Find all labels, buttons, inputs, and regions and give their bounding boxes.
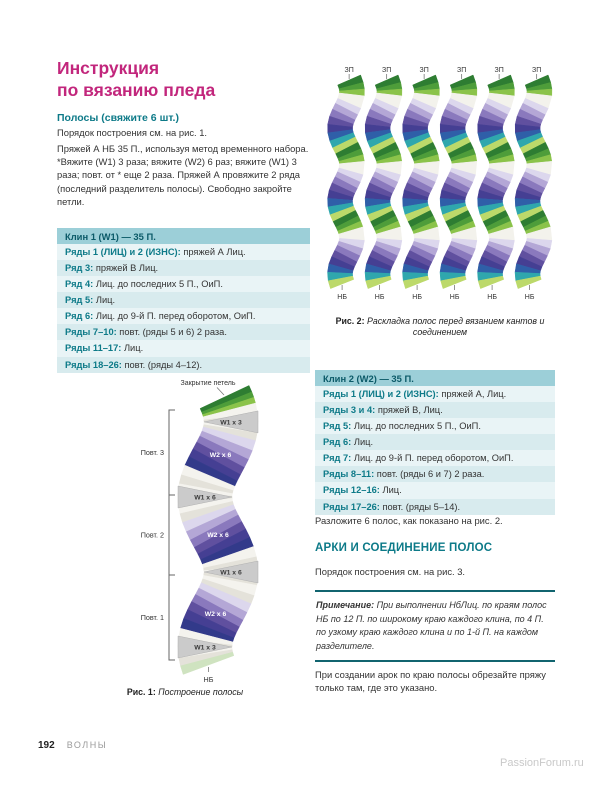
strip-top-label: ЗП (457, 67, 467, 74)
strip-5 (478, 75, 515, 289)
figure-1-caption-text: Построение полосы (155, 687, 244, 697)
strip-bottom-label: НБ (412, 294, 422, 301)
strip-top-label: ЗП (419, 67, 429, 74)
strip-bottom-label: НБ (337, 294, 347, 301)
wedge-label: W1 x 6 (194, 494, 216, 502)
bindoff-label: Закрытие петель (180, 380, 236, 387)
intro-line1: Порядок построения см. на рис. 1. (57, 127, 208, 138)
repeat-label: Повт. 2 (140, 530, 164, 540)
repeat-bracket (169, 575, 175, 660)
strip-3 (403, 75, 440, 289)
table-row: Ряды 17–26: повт. (ряды 5–14). (315, 499, 555, 515)
figure-1-strip-construction (60, 373, 310, 685)
strip-bottom-label: НБ (449, 294, 460, 301)
table-row: Ряды 11–17: Лиц. (57, 340, 310, 356)
note-label: Примечание: (316, 600, 375, 610)
table-row: Ряды 18–26: повт. (ряды 4–12). (57, 357, 310, 373)
strip-top-label: ЗП (532, 67, 542, 74)
page-title-line1: Инструкция (57, 58, 160, 78)
strip-bottom-label: НБ (374, 294, 385, 301)
intro-body: Пряжей А НБ 35 П., используя метод временного набора. *Вяжите (W1) 3 раза; вяжите (W2) 6 раз; вяжите (W1) 3 раза; повт. от * еще 2 раза. Пряжей А провяжите 2 ряда (последний разделитель полосы). Свободно закройте петли. (57, 143, 309, 207)
figure-1-caption (60, 687, 310, 698)
segment-label: W2 x 6 (207, 532, 229, 539)
strip-2 (365, 75, 402, 289)
strip-1 (328, 75, 365, 289)
repeat-bracket (169, 410, 175, 495)
segment-label: W2 x 6 (204, 611, 227, 618)
wedge1-instruction-table (57, 228, 310, 373)
figure-2-caption-text: Раскладка полос перед вязанием кантов и соединением (364, 316, 545, 338)
table-row: Ряд 4: Лиц. до последних 5 П., ОиП. (57, 276, 310, 292)
wedge-label: W1 x 6 (220, 569, 242, 577)
figure-2-caption (325, 316, 555, 339)
table-row: Ряд 5: Лиц. до последних 5 П., ОиП. (315, 418, 555, 434)
footer-label: ВОЛНЫ (66, 740, 108, 750)
note-text: При выполнении НбЛиц. по краям полос НБ по 12 П. по широкому краю каждого клина, по 4 П. по узкому краю каждого клина и по 1-й П. на каждом разделителе. (316, 600, 547, 651)
figure-2-caption-label: Рис. 2: (335, 316, 365, 326)
table-row: Ряды 12–16: Лиц. (315, 482, 555, 498)
section-heading-arches: АРКИ И СОЕДИНЕНИЕ ПОЛОС (315, 542, 493, 554)
table-row: Ряды 1 (ЛИЦ) и 2 (ИЗНС): пряжей А Лиц. (57, 244, 310, 260)
page-title-line2: по вязанию пледа (57, 79, 216, 100)
yarn-cut-note: При создании арок по краю полосы обрезайте пряжу только там, где это указано. (315, 669, 546, 694)
wedge-label: W1 x 3 (194, 644, 216, 652)
section-heading-stripes: Полосы (свяжите 6 шт.) (57, 112, 179, 124)
caston-label: НБ (203, 675, 214, 684)
strip-top-label: ЗП (382, 67, 392, 74)
table-row: Ряд 7: Лиц. до 9-й П. перед оборотом, ОиП. (315, 450, 555, 466)
table-row: Ряд 3: пряжей В Лиц. (57, 260, 310, 276)
table-title: Клин 1 (W1) — 35 П. (57, 228, 310, 244)
table-row: Ряды 3 и 4: пряжей В, Лиц. (315, 402, 555, 418)
page-footer (38, 740, 107, 751)
layout-instruction: Разложите 6 полос, как показано на рис. 2. (315, 515, 503, 526)
repeat-label: Повт. 3 (140, 448, 164, 457)
repeat-label: Повт. 1 (140, 613, 164, 622)
figure-2-strip-layout (325, 62, 555, 314)
bindoff-pointer-line (217, 388, 224, 396)
page-number: 192 (38, 740, 55, 751)
table-row: Ряды 7–10: повт. (ряды 5 и 6) 2 раза. (57, 324, 310, 340)
watermark: PassionForum.ru (500, 757, 584, 769)
table-row: Ряд 6: Лиц. до 9-й П. перед оборотом, ОиП. (57, 308, 310, 324)
table-row: Ряд 5: Лиц. (57, 292, 310, 308)
repeat-bracket (169, 495, 175, 575)
wedge-label: W1 x 3 (220, 419, 242, 427)
strip-4 (440, 75, 477, 289)
strip-6 (515, 75, 552, 289)
wedge2-instruction-table (315, 370, 555, 515)
arches-line1: Порядок построения см. на рис. 3. (315, 566, 466, 577)
intro-text (57, 126, 313, 211)
figure-1-caption-label: Рис. 1: (126, 687, 156, 697)
strip-top-label: ЗП (344, 67, 354, 74)
table-row: Ряды 1 (ЛИЦ) и 2 (ИЗНС): пряжей А, Лиц. (315, 386, 555, 402)
table-row: Ряды 8–11: повт. (ряды 6 и 7) 2 раза. (315, 466, 555, 482)
table-row: Ряд 6: Лиц. (315, 434, 555, 450)
strip-bottom-label: НБ (487, 294, 497, 301)
table-title: Клин 2 (W2) — 35 П. (315, 370, 555, 386)
strip-bottom-label: НБ (524, 294, 535, 301)
page-title (57, 58, 215, 102)
note-box (315, 590, 555, 662)
segment-label: W2 x 6 (209, 452, 232, 459)
strip-top-label: ЗП (494, 67, 504, 74)
